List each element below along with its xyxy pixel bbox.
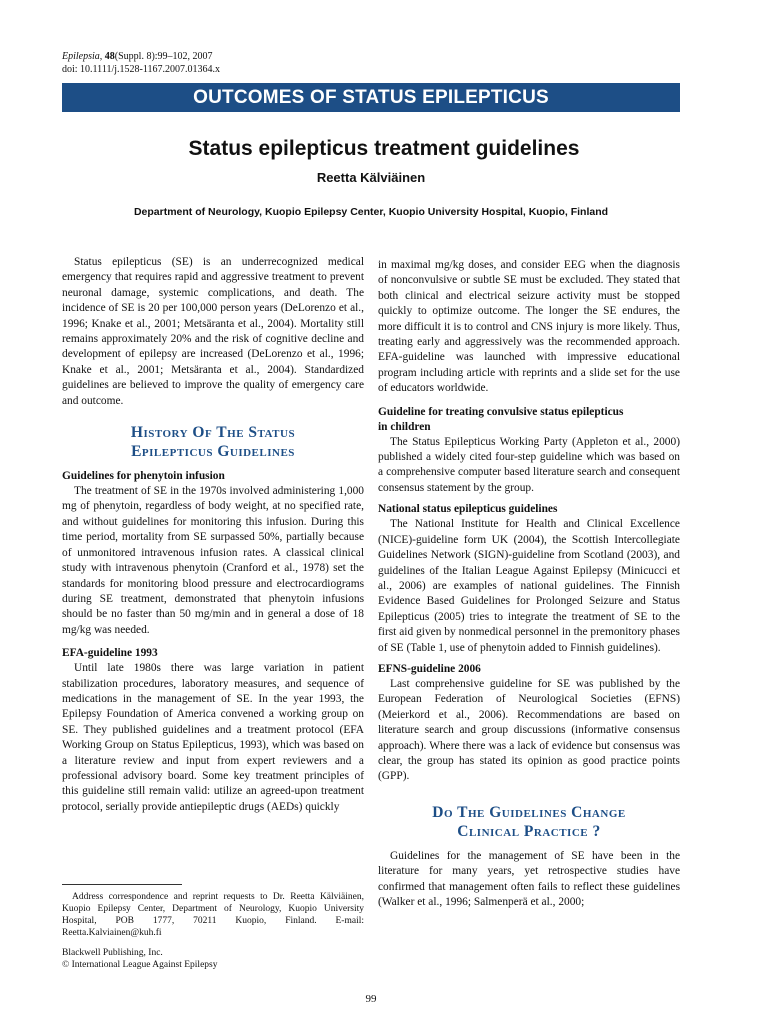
subheading-efns: EFNS-guideline 2006 [378, 662, 481, 675]
footnote [62, 891, 364, 971]
left-column [62, 255, 364, 815]
correspondence-address: Address correspondence and reprint requests to Dr. Reetta Kälviäinen, Kuopio Epilepsy Center, Department of Neurology, Kuopio University Hospital, POB 1777, 70211 Kuopio, Finland. E-mail: Reetta.Kalviainen@kuh.fi [62, 892, 364, 938]
paragraph-efns: Last comprehensive guideline for SE was published by the European Federation of Neurological Societies (EFNS) (Meierkord et al., 2006). Recommendations are based on literature search and group discussions (informative consensus approach). Where there was a lack of evidence but consensus was clear, the group has stated its opinion as good practice points (GPP). [378, 677, 680, 783]
paragraph-children: The Status Epilepticus Working Party (Appleton et al., 2000) published a widely cited four-step guideline which was based on a comprehensive computer based literature search and consequent consensus statement by the group. [378, 435, 680, 494]
section-heading-practice: Do The Guidelines Change Clinical Practice ? [432, 803, 626, 840]
author-name: Reetta Kälviäinen [316, 170, 426, 185]
paragraph-phenytoin: The treatment of SE in the 1970s involved administering 1,000 mg of phenytoin, regardless of body weight, at no specified rate, and without guidelines for monitoring this infusion. During this time period, mortality from SE surpassed 50%, partially because of unmonitored intravenous infusion rates. A classical clinical study with intravenous phenytoin (Cranford et al., 1978) set the standards for monitoring blood pressure and electrocardiograms during SE treatment, demonstrated that phenytoin infusions should be no faster than 50 mg/min and in general a dose of 18 mg/kg was needed. [62, 485, 364, 636]
paragraph-efa-continued: in maximal mg/kg doses, and consider EEG when the diagnosis of nonconvulsive or subtle SE must be excluded. They stated that both clinical and electrical seizure activity must be stopped quickly to optimize outcome. The longer the SE endures, the more difficult it is to control and CNS injury is more likely. Thus, treating early and aggressively was the recommended approach. EFA-guideline was launched with impressive educational program including article with reprints and a slide set for the use of educators worldwide. [378, 259, 680, 395]
paragraph-practice: Guidelines for the management of SE have been in the literature for many years, yet retrospective studies have confirmed that management often fails to reflect these guidelines (Walker et al., 1996; Salmenperä et al., 2000; [378, 849, 680, 908]
doi: doi: 10.1111/j.1528-1167.2007.01364.x [62, 64, 220, 75]
section-banner: OUTCOMES OF STATUS EPILEPTICUS [62, 83, 680, 112]
page-number: 99 [365, 993, 377, 1005]
copyright: © International League Against Epilepsy [62, 960, 218, 970]
journal-citation: Epilepsia, 48(Suppl. 8):99–102, 2007 [62, 51, 213, 62]
right-column [378, 258, 680, 910]
subheading-phenytoin: Guidelines for phenytoin infusion [62, 470, 225, 483]
subheading-children: Guideline for treating convulsive status epilepticus in children [378, 405, 624, 433]
paragraph-efa: Until late 1980s there was large variation in patient stabilization procedures, laboratory measures, and sequence of medications in the management of SE. In the year 1993, the Epilepsy Foundation of America convened a working group on SE. They published guidelines and a treatment protocol (EFA Working Group on Status Epilepticus, 1993), which was based on a literature review and input from expert reviewers and a professional advisory board. Some key treatment principles of this guideline still remain valid: utilize an agreed-upon treatment protocol, serially provide antiepileptic drugs (AEDs) quickly [62, 662, 364, 813]
subheading-national: National status epilepticus guidelines [378, 503, 558, 516]
citation-header [62, 50, 220, 76]
article-title: Status epilepticus treatment guidelines [188, 137, 580, 160]
section-heading-history: History Of The Status Epilepticus Guidelines [130, 424, 296, 461]
subheading-efa: EFA-guideline 1993 [62, 647, 158, 660]
paragraph-national: The National Institute for Health and Clinical Excellence (NICE)-guideline form UK (2004), the Scottish Intercollegiate Guidelines Network (SIGN)-guideline from Scotland (2003), and guidelines of the Italian League Against Epilepsy (Minicucci et al., 2006) are examples of national guidelines. The Finnish Evidence Based Guidelines for Prolonged Seizure and Status Epilepticus (2005) tries to integrate the treatment of SE to the first aid given by nonmedical personnel in the premonitory phases of SE (Table 1, use of phenytoin added to Finnish guidelines). [378, 518, 680, 654]
footnote-divider [62, 884, 182, 885]
publisher: Blackwell Publishing, Inc. [62, 948, 163, 958]
intro-paragraph: Status epilepticus (SE) is an underrecognized medical emergency that requires rapid and aggressive treatment to prevent neuronal damage, systemic complications, and death. The incidence of SE is 20 per 100,000 person years (DeLorenzo et al., 1996; Knake et al., 2001; Metsäranta et al., 2004). Mortality still remains approximately 20% and the risk of cognitive decline and development of epilepsy are increased (DeLorenzo et al., 1996; Knake et al., 2001; Metsäranta et al., 2004). Standardized guidelines are believed to improve the quality of emergency care and outcome. [62, 256, 364, 407]
author-affiliation: Department of Neurology, Kuopio Epilepsy Center, Kuopio University Hospital, Kuopio, Finland [133, 206, 609, 218]
